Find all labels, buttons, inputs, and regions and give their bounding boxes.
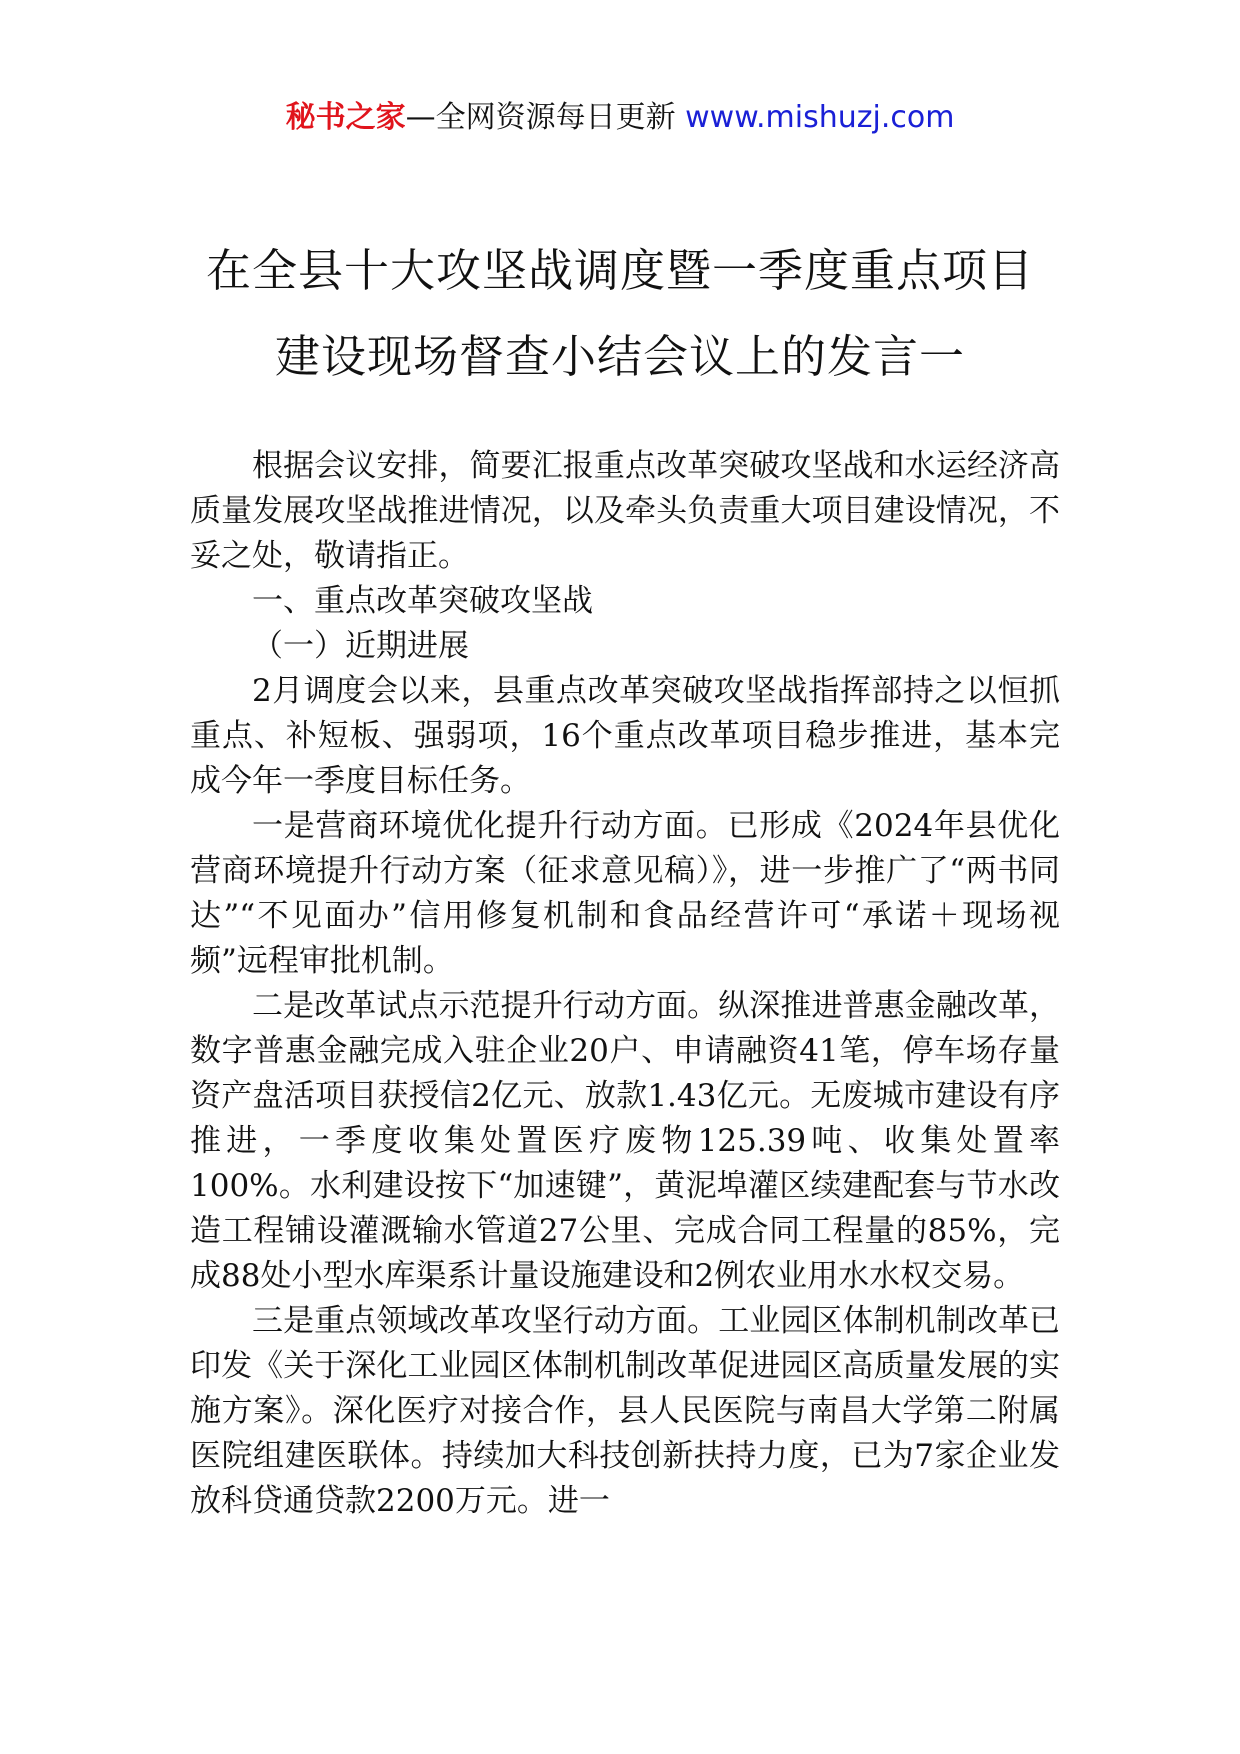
pilot-reform-paragraph: 二是改革试点示范提升行动方面。纵深推进普惠金融改革，数字普惠金融完成入驻企业20户、申请融资41笔，停车场存量资产盘活项目获授信2亿元、放款1.43亿元。无废城市建设有序推进，一季度收集处置医疗废物125.39吨、收集处置率100%。水利建设按下“加速键”，黄泥埠灌区续建配套与节水改造工程铺设灌溉输水管道27公里、完成合同工程量的85%，完成88处小型水库渠系计量设施建设和2例农业用水水权交易。 xyxy=(190,988,1060,1294)
business-environment-paragraph: 一是营商环境优化提升行动方面。已形成《2024年县优化营商环境提升行动方案（征求意见稿）》，进一步推广了“两书同达”“不见面办”信用修复机制和食品经营许可“承诺＋现场视频”远程审批机制。 xyxy=(190,808,1060,979)
title-line-1: 在全县十大攻坚战调度暨一季度重点项目 xyxy=(205,244,1034,297)
document-title xyxy=(100,228,1140,400)
site-url-link[interactable]: www.mishuzj.com xyxy=(685,100,955,135)
section-heading: 一、重点改革突破攻坚战 xyxy=(252,583,593,619)
intro-paragraph: 根据会议安排，简要汇报重点改革突破攻坚战和水运经济高质量发展攻坚战推进情况，以及牵头负责重大项目建设情况，不妥之处，敬请指正。 xyxy=(190,448,1060,574)
title-line-2: 建设现场督查小结会议上的发言一 xyxy=(274,330,965,383)
site-name: 秘书之家 xyxy=(285,100,406,135)
progress-paragraph: 2月调度会以来，县重点改革突破攻坚战指挥部持之以恒抓重点、补短板、强弱项，16个重点改革项目稳步推进，基本完成今年一季度目标任务。 xyxy=(190,673,1060,799)
site-slogan: —全网资源每日更新 xyxy=(405,100,676,135)
site-header xyxy=(0,98,1240,138)
key-field-reform-paragraph: 三是重点领域改革攻坚行动方面。工业园区体制机制改革已印发《关于深化工业园区体制机制改革促进园区高质量发展的实施方案》。深化医疗对接合作，县人民医院与南昌大学第二附属医院组建医联体。持续加大科技创新扶持力度，已为7家企业发放科贷通贷款2200万元。进一 xyxy=(190,1303,1060,1519)
document-body xyxy=(190,444,1060,1524)
subsection-heading: （一）近期进展 xyxy=(252,628,469,664)
